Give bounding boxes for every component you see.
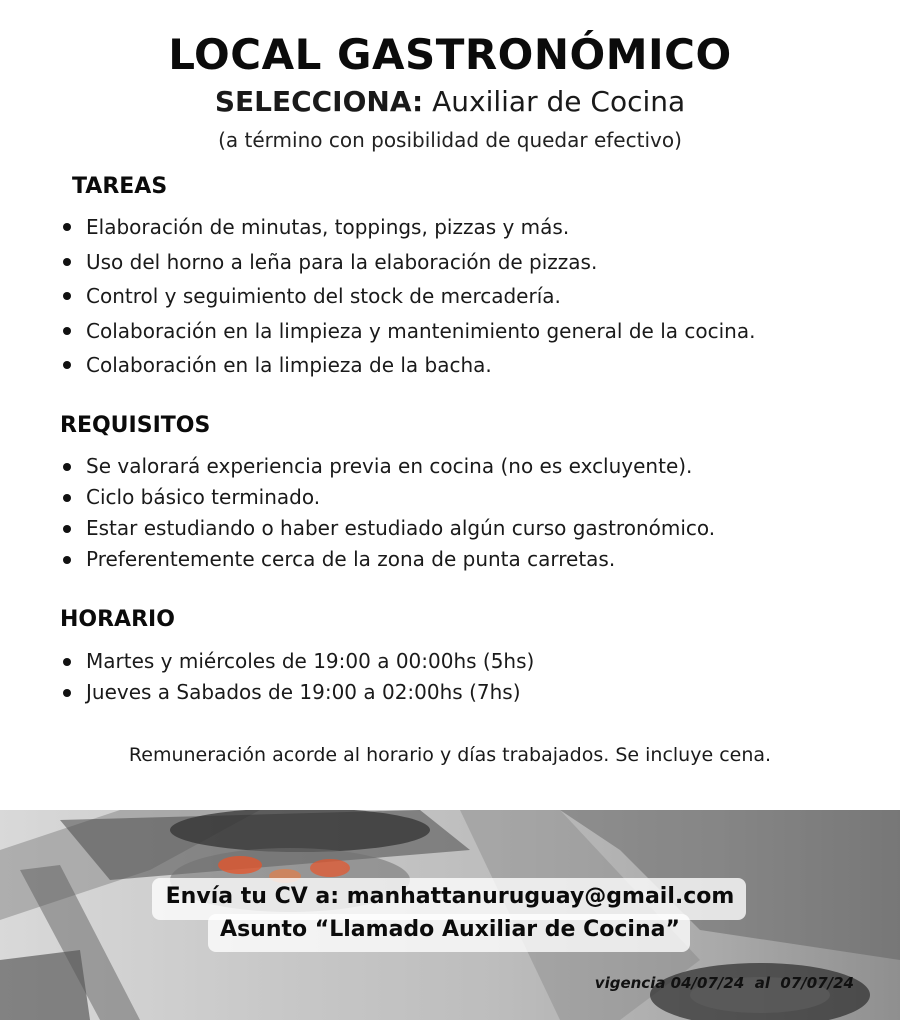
bullet-icon — [63, 658, 71, 666]
tareas-list — [58, 210, 755, 383]
bullet-icon — [63, 327, 71, 335]
bullet-icon — [63, 292, 71, 300]
bullet-icon — [63, 556, 71, 564]
contract-note: (a término con posibilidad de quedar efectivo) — [218, 128, 682, 152]
bullet-icon — [63, 525, 71, 533]
requisitos-list — [58, 451, 715, 575]
list-item — [58, 513, 715, 544]
validity-dates: vigencia 04/07/24 al 07/07/24 — [594, 974, 854, 992]
list-item — [58, 544, 715, 575]
remuneration-note: Remuneración acorde al horario y días trabajados. Se incluye cena. — [128, 744, 772, 766]
bullet-icon — [63, 361, 71, 369]
bullet-icon — [63, 689, 71, 697]
list-item — [58, 279, 755, 314]
list-item-text: Preferentemente cerca de la zona de punta carretas. — [86, 547, 616, 571]
bullet-icon — [63, 463, 71, 471]
list-item — [58, 245, 755, 280]
job-subtitle — [0, 85, 900, 118]
list-item-text: Martes y miércoles de 19:00 a 00:00hs (5hs) — [86, 649, 535, 673]
subtitle-label: SELECCIONA: — [214, 85, 424, 118]
list-item-text: Colaboración en la limpieza y mantenimiento general de la cocina. — [86, 318, 756, 343]
list-item-text: Estar estudiando o haber estudiado algún curso gastronómico. — [86, 516, 716, 540]
list-item-text: Uso del horno a leña para la elaboración de pizzas. — [86, 249, 598, 274]
list-item-text: Jueves a Sabados de 19:00 a 02:00hs (7hs) — [86, 680, 521, 704]
list-item — [58, 348, 755, 383]
list-item-text: Control y seguimiento del stock de mercadería. — [86, 284, 561, 308]
list-item — [58, 314, 755, 349]
bullet-icon — [63, 223, 71, 231]
list-item-text: Elaboración de minutas, toppings, pizzas y más. — [86, 215, 570, 239]
cta-subject: Asunto “Llamado Auxiliar de Cocina” — [220, 917, 680, 942]
horario-list — [58, 646, 534, 708]
tareas-heading: TAREAS — [72, 174, 168, 199]
list-item-text: Colaboración en la limpieza de la bacha. — [86, 353, 492, 377]
list-item-text: Ciclo básico terminado. — [86, 485, 321, 509]
list-item — [58, 482, 715, 513]
horario-heading: HORARIO — [60, 607, 175, 632]
list-item — [58, 646, 534, 677]
subtitle-role: Auxiliar de Cocina — [423, 85, 686, 118]
bullet-icon — [63, 258, 71, 266]
cta-email: Envía tu CV a: manhattanuruguay@gmail.com — [165, 884, 735, 909]
list-item — [58, 677, 534, 708]
list-item — [58, 451, 715, 482]
bullet-icon — [63, 494, 71, 502]
list-item-text: Se valorará experiencia previa en cocina (no es excluyente). — [86, 454, 693, 478]
requisitos-heading: REQUISITOS — [60, 413, 211, 438]
list-item — [58, 210, 755, 245]
page-title: LOCAL GASTRONÓMICO — [168, 30, 732, 79]
